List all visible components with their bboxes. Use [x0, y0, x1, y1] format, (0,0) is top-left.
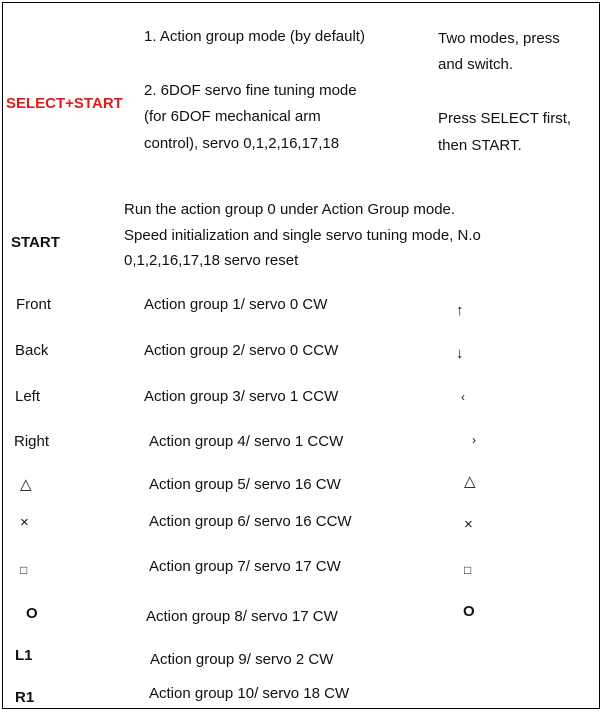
row-desc-back: Action group 2/ servo 0 CCW — [144, 342, 339, 359]
select-start-key: SELECT+START — [6, 95, 123, 112]
note-line-4: then START. — [438, 137, 522, 154]
row-desc-l1: Action group 9/ servo 2 CW — [150, 651, 334, 668]
row-key-circle: O — [26, 605, 38, 622]
note-line-3: Press SELECT first, — [438, 110, 572, 127]
start-desc-line-1: Run the action group 0 under Action Group mode. — [124, 201, 456, 218]
mode-2-line-3: control), servo 0,1,2,16,17,18 — [144, 135, 340, 152]
row-key-cross: × — [20, 514, 29, 531]
circle-icon: O — [463, 603, 475, 620]
note-line-1: Two modes, press — [438, 30, 560, 47]
row-key-right: Right — [14, 433, 50, 450]
cross-icon: × — [464, 516, 473, 533]
start-desc-line-3: 0,1,2,16,17,18 servo reset — [124, 252, 299, 269]
row-desc-circle: Action group 8/ servo 17 CW — [146, 608, 338, 625]
start-desc-line-2: Speed initialization and single servo tuning mode, N.o — [124, 227, 481, 244]
triangle-icon: △ — [464, 473, 476, 490]
row-desc-right: Action group 4/ servo 1 CCW — [149, 433, 344, 450]
row-desc-square: Action group 7/ servo 17 CW — [149, 558, 341, 575]
row-desc-left: Action group 3/ servo 1 CCW — [144, 388, 339, 405]
row-key-triangle: △ — [20, 476, 32, 493]
square-icon: □ — [464, 563, 472, 577]
row-desc-cross: Action group 6/ servo 16 CCW — [149, 513, 352, 530]
mode-2-line-2: (for 6DOF mechanical arm — [144, 108, 321, 125]
up-arrow-icon: ↑ — [456, 302, 464, 319]
row-key-l1: L1 — [15, 647, 33, 664]
left-arrow-icon: ‹ — [461, 390, 465, 404]
row-key-front: Front — [16, 296, 52, 313]
mode-2-line-1: 2. 6DOF servo fine tuning mode — [144, 82, 357, 99]
row-key-r1: R1 — [15, 689, 35, 706]
row-key-back: Back — [15, 342, 49, 359]
start-key: START — [11, 234, 60, 251]
row-desc-r1: Action group 10/ servo 18 CW — [149, 685, 350, 702]
mode-1-text: 1. Action group mode (by default) — [144, 28, 365, 45]
note-line-2: and switch. — [438, 56, 514, 73]
down-arrow-icon: ↓ — [456, 345, 464, 362]
row-key-left: Left — [15, 388, 41, 405]
row-key-square: □ — [20, 563, 28, 577]
right-arrow-icon: › — [472, 433, 476, 447]
row-desc-triangle: Action group 5/ servo 16 CW — [149, 476, 341, 493]
row-desc-front: Action group 1/ servo 0 CW — [144, 296, 328, 313]
